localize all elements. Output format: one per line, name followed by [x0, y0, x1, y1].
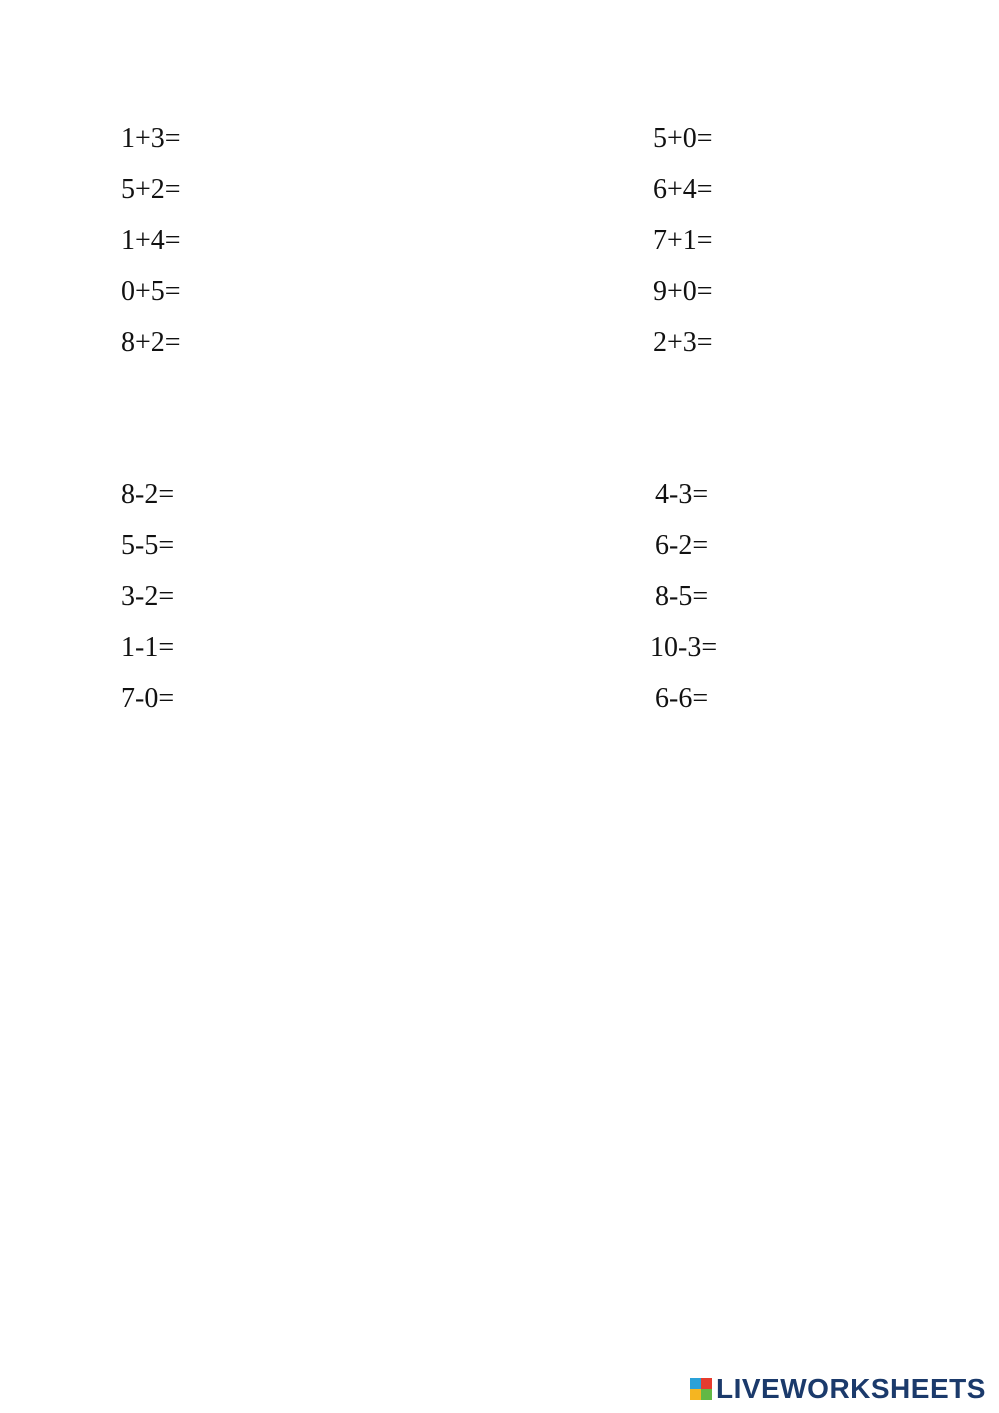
subtraction-exercise: 10-3= — [650, 632, 718, 663]
subtraction-exercise: 6-6= — [655, 683, 709, 714]
addition-exercise: 6+4= — [653, 174, 713, 205]
subtraction-exercise: 5-5= — [121, 530, 175, 561]
addition-exercise: 2+3= — [653, 327, 713, 358]
subtraction-exercise: 8-5= — [655, 581, 709, 612]
subtraction-exercise: 4-3= — [655, 479, 709, 510]
addition-exercise: 7+1= — [653, 225, 713, 256]
logo-square — [701, 1378, 712, 1389]
addition-exercise: 0+5= — [121, 276, 181, 307]
subtraction-exercise: 7-0= — [121, 683, 175, 714]
logo-square — [690, 1378, 701, 1389]
addition-exercise: 9+0= — [653, 276, 713, 307]
liveworksheets-logo-icon — [690, 1378, 712, 1400]
addition-exercise: 1+4= — [121, 225, 181, 256]
addition-exercise: 5+0= — [653, 123, 713, 154]
logo-square — [701, 1389, 712, 1400]
subtraction-exercise: 1-1= — [121, 632, 175, 663]
subtraction-exercise: 8-2= — [121, 479, 175, 510]
addition-exercise: 5+2= — [121, 174, 181, 205]
addition-exercise: 1+3= — [121, 123, 181, 154]
watermark-text: LIVEWORKSHEETS — [716, 1373, 986, 1404]
addition-exercise: 8+2= — [121, 327, 181, 358]
subtraction-exercise: 3-2= — [121, 581, 175, 612]
logo-square — [690, 1389, 701, 1400]
subtraction-exercise: 6-2= — [655, 530, 709, 561]
liveworksheets-watermark — [690, 1374, 986, 1404]
